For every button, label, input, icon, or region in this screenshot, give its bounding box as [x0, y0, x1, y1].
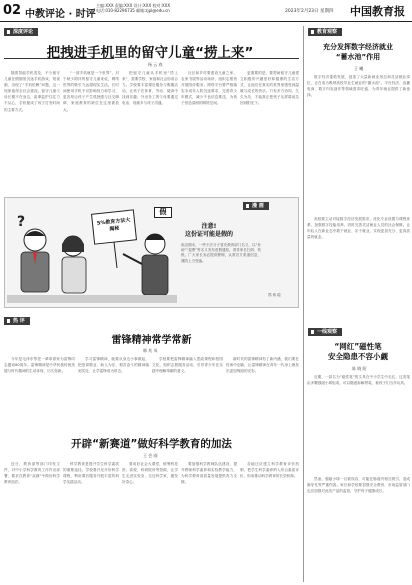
right-bottom-byline: 陈 晓 阳 [352, 366, 367, 371]
essay2-column-4 [181, 461, 237, 581]
cartoon-panel [4, 197, 299, 308]
cartoon-title [185, 223, 233, 239]
essay2-text-2: 科学教育是提升学生科学素质的重要途径。学校要开足开好科学课程，利用课后服务开展丰富的科学实践活动。 [63, 462, 119, 485]
cartoon-title-line-1: 注意! [201, 223, 217, 230]
right-byline: 王 曦 [354, 66, 364, 71]
main-column-1 [4, 70, 60, 194]
right-column-2 [307, 216, 410, 316]
essay2-text-4: 要加强科学教师队伍建设，提升教师科学素养和实验教学能力，为科学教育高质量发展提供有力支撑。 [181, 462, 237, 485]
essay1-byline: 韩 兆 凤 [143, 348, 158, 353]
main-text-5: 更重要的是，要帮助留守儿童建立积极的兴趣爱好和健康的生活方式，让他们在真实的世界里感受到温暖与成长的快乐。只有多方协同、久久为功，才能真正把孩子从屏幕前拉回到阳光下。 [240, 71, 299, 106]
section-tag-essay: 热 评 [4, 317, 30, 325]
contact-line-2: 电话:010-82296735 邮箱:zjpl@edu.cn [96, 8, 170, 13]
essay2-headline: 开辟“新赛道”做好科学教育的加法 [71, 438, 232, 450]
essay2-text-3: 要用好社会大课堂，统筹科技馆、高校、科研院所等资源，让学生走进实验室、走近科学家，激发好奇心。 [122, 462, 178, 485]
section-tag-right-top: 教育观察 [308, 28, 342, 36]
section-tag-right-bottom: 一线观察 [308, 328, 342, 336]
right-headline-line-2: “蓄水池”作用 [335, 53, 381, 61]
right-bottom-headline-line-2: 安全隐患不容小觑 [328, 352, 388, 361]
main-text-4: 社区和乡村要建设儿童之家、农家书屋等活动场所，组织志愿者开展陪伴服务；网络平台要严格落实未成年人防沉迷要求，完善青少年模式，减少不良信息推送，为孩子营造清朗的网络空间。 [181, 71, 237, 106]
right-text-1: 数字经济蓬勃发展，创造了大量新就业形态和灵活就业岗位，正在成为吸纳高校毕业生就业的“蓄水池”。平台经济、直播电商、数字内容创作等领域需求旺盛，为青年就业提供了新选择。 [307, 75, 410, 98]
essay2-column-1 [4, 461, 60, 581]
page-header [0, 0, 412, 22]
main-column-5 [240, 70, 299, 194]
essay2-text-5: 各地还应建立科学教育评价机制，把学生科学素养纳入综合素质评价，形成推动科学教育的长效机制。 [240, 462, 299, 479]
essay1-text-2: 学习雷锋精神，就要从身边小事做起，把爱岗敬业、助人为乐、艰苦奋斗的精神落到实处，让学雷锋成为常态。 [78, 357, 149, 374]
essay2-column-2 [63, 461, 119, 581]
right-bottom-headline [306, 342, 410, 362]
right-bottom-headline-line-1: “网红”磁性笔 [334, 342, 382, 351]
essay1-column-1 [4, 356, 75, 428]
essay1-text-3: 学校要把雷锋精神融入思政课程和校园文化，组织志愿服务活动，引导青少年在实践中理解奉献的意义。 [152, 357, 223, 374]
right-text-2: 高校要主动对接数字经济发展需求，优化专业设置与课程体系，加强数字技能培养，同时完善灵活就业人员的社会保障，让年轻人在新业态中敢于就业、乐于就业，实现更加充分、更高质量的就业。 [307, 217, 410, 240]
essay1-headline: 雷锋精神常学常新 [111, 335, 192, 346]
main-column-3 [122, 70, 178, 194]
essay1-column-4 [226, 356, 299, 428]
main-headline: 把拽进手机里的留守儿童“捞上来” [46, 45, 254, 61]
cartoon-title-line-2: 这份证可能是假的 [185, 231, 234, 238]
cartoon-sign-text: 5%教育方法大揭秘 [96, 217, 131, 233]
essay1-column-3 [152, 356, 223, 428]
issue-date: 2023年2月23日 星期四 [285, 9, 334, 14]
right-bottom-text-1: 近期，一款名为“磁性笔”的文具在中小学生中走红。这类笔由多颗强磁小球组成，可以随意拆解拼装，被孩子们当作玩具。 [307, 375, 410, 386]
essay1-text-4: 新时代的雷锋精神有了新内涵，我们要在传承中创新，让雷锋精神在青年一代身上焕发出更加绚丽的光彩。 [226, 357, 299, 374]
right-headline-line-1: 充分发挥数字经济就业 [323, 43, 393, 51]
cartoon-caption-text: 临近期末，一些不法分子冒充教育部门名义，以“补助”“退费”等名义发布虚假通知，诱导家长扫码、转账。广大家长务必提高警惕，认准官方渠道信息，谨防上当受骗。 [181, 243, 261, 263]
contact-info [96, 3, 170, 13]
right-headline [306, 42, 410, 62]
main-text-2: “一部手机就是一个世界”，对于缺少陪伴的留守儿童来说，网络世界的吸引力远超现实生活。长时间使用手机不仅影响视力和学习，更容易让孩子产生孤独感与社交障碍，家庭教育的缺位在这里被放大。 [63, 71, 119, 112]
newspaper-masthead: 中国教育报 [350, 5, 405, 18]
right-bottom-column-2 [307, 476, 410, 581]
headline-rule-left [4, 58, 114, 59]
cartoon-caption [181, 243, 261, 298]
essay1-column-2 [78, 356, 149, 428]
main-text-1: 随着智能手机普及，不少留守儿童在假期里沉迷手机游戏、短视频，出现了“手机依赖”问题，这一现象值得全社会重视。留守儿童父母长期不在身边，祖辈监护往往力不从心，手机便成了孩子打发时间的主要方式。 [4, 71, 60, 112]
svg-text:?: ? [17, 214, 26, 230]
right-bottom-column-1 [307, 374, 410, 474]
essay1-text-1: 今年是毛泽东等老一辈革命家为雷锋同志题词60周年。雷锋精神是中华民族传统美德与时代精神的生动体现，历久弥新。 [4, 357, 75, 374]
main-column-4 [181, 70, 237, 194]
section-title: 中教评论 · 时评 [25, 9, 96, 20]
section-tag-cartoon: 漫 画 [243, 202, 269, 210]
right-bottom-text-2: 然而，强磁小球一旦被误吞，可能在肠道内相互吸引，造成肠穿孔等严重伤害。家长和学校要加强安全教育，市场监管部门也应加强对此类产品的监管，守护孩子健康成长。 [307, 477, 410, 494]
cartoon-fake-label: 假 [154, 207, 172, 218]
essay2-column-5 [240, 461, 299, 581]
section-tag-main: 深度评论 [4, 28, 38, 36]
page-number: 02 [3, 3, 22, 18]
contact-line-1: 主编:XXX 责编:XXX 设计:XXX 校对:XXX [96, 3, 171, 8]
headline-rule-right [186, 58, 299, 59]
cartoon-credit: 郑 伟 绘 [268, 293, 281, 297]
essay2-text-1: 近日，教育部等部门印发文件，对中小学科学教育工作作出部署，要求在教育“双减”中做好科学教育加法。 [4, 462, 60, 485]
main-column-2 [63, 70, 119, 194]
right-column-1 [307, 74, 410, 214]
main-text-3: 把留守儿童从手机里“捞上来”，需要学校、家庭和社会形成合力。学校要丰富课后服务与假期活动，让孩子在体育、劳动、阅读中找到乐趣；外出务工的父母要通过电话、视频多与孩子沟通。 [122, 71, 178, 106]
main-byline: 杨 云 春 [148, 62, 163, 67]
essay2-byline: 王 会 刚 [143, 453, 158, 458]
column-divider [303, 26, 304, 582]
essay2-column-3 [122, 461, 178, 581]
